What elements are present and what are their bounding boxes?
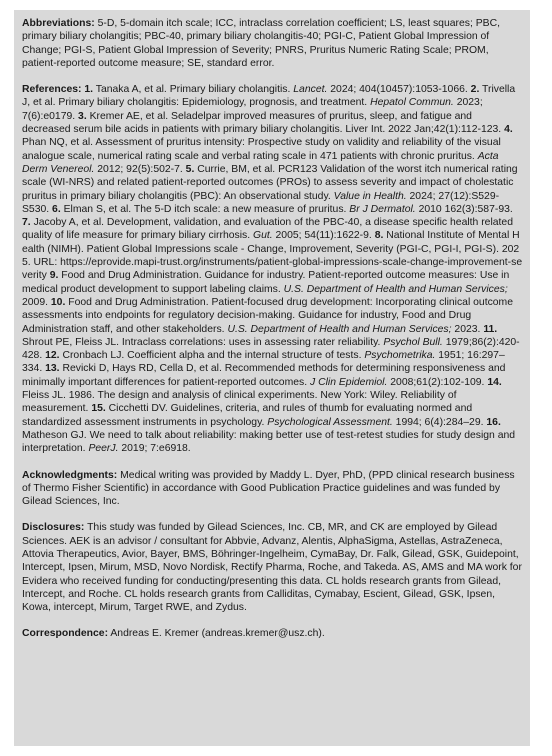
reference-citation: 2005; 54(11):1622-9. <box>275 230 372 242</box>
reference-journal: Hepatol Commun. <box>370 97 454 109</box>
reference-citation: 2024; 27(12):S529-S530. <box>22 190 500 215</box>
acknowledgments-section <box>22 469 523 509</box>
reference-citation: 2010 162(3):587-93. <box>418 203 513 215</box>
reference-text: Fleiss JL. 1986. The design and analysis of clinical experiments. New York: Wiley. Reliability of measurement. <box>22 390 457 415</box>
reference-text: Trivella J, et al. Primary biliary cholangitis: Epidemiology, prognosis, and treatment. <box>22 84 516 109</box>
reference-journal: J Clin Epidemiol. <box>310 376 388 388</box>
disclosures-text: This study was funded by Gilead Sciences, Inc. CB, MR, and CK are employed by Gilead Sciences. AEK is an advisor / consultant for Abbvie, Advanz, Alentis, AlphaSigma, Astellas, AstraZeneca, Attovia Therapeutics, Avior, Bayer, BMS, Böhringer-Ingelheim, CymaBay, Dr. Falk, Gilead, GSK, Guidepoint, Intercept, Ipsen, Mirum, MSD, Novo Nordisk, Rectify Pharma, Roche, and Takeda. AS, AMS and MA work for Evidera who received funding for conducting/presenting this data. CL holds research grants from Gilead, Intercept, and Roche. CL holds research grants from Calliditas, Cymabay, Escient, Gilead, GSK, Ipsen, Kowa, intercept, Mirum, Target RWE, and Zydus. <box>22 522 522 614</box>
reference-journal: Value in Health. <box>333 190 407 202</box>
correspondence-heading: Correspondence: <box>22 628 109 640</box>
abbreviations-section <box>22 17 523 70</box>
reference-journal: PeerJ. <box>88 443 119 455</box>
acknowledgments-heading: Acknowledgments: <box>22 469 118 481</box>
reference-number: 12. <box>45 350 60 362</box>
reference-text: Food and Drug Administration. Patient-focused drug development: Incorporating clinical outcome assessments into endpoints for regulatory decision-making. Guidance for industry, Food and Drug Administration staff, and other stakeholders. <box>22 296 513 335</box>
reference-number: 16. <box>486 416 501 428</box>
reference-number: 8. <box>374 230 384 242</box>
reference-journal: Psychological Assessment. <box>267 416 393 428</box>
reference-number: 14. <box>487 376 502 388</box>
correspondence-section <box>22 627 523 640</box>
reference-item <box>22 297 513 335</box>
reference-text: Food and Drug Administration. Guidance for industry. Patient-reported outcome measures: Use in medical product development to support labeling claims. <box>22 270 510 295</box>
references-panel <box>14 10 530 746</box>
reference-number: 9. <box>49 270 59 282</box>
reference-item <box>84 84 467 95</box>
reference-number: 3. <box>78 110 87 122</box>
reference-number: 5. <box>185 163 195 175</box>
reference-number: 11. <box>483 323 498 335</box>
correspondence-text: Andreas E. Kremer (andreas.kremer@usz.ch). <box>110 628 325 640</box>
disclosures-heading: Disclosures: <box>22 522 85 534</box>
reference-text: Shrout PE, Fleiss JL. Intraclass correlations: uses in assessing rater reliability. <box>22 336 381 348</box>
reference-number: 1. <box>84 84 94 96</box>
reference-journal: U.S. Department of Health and Human Services; <box>283 283 508 295</box>
acknowledgments-text: Medical writing was provided by Maddy L. Dyer, PhD, (PPD clinical research business of Thermo Fisher Scientific) in accordance with Good Publication Practice guidelines and was funded by Gilead Sciences, Inc. <box>22 469 515 508</box>
reference-item <box>52 204 513 215</box>
references-section <box>22 83 523 455</box>
reference-text: Elman S, et al. The 5-D itch scale: a new measure of pruritus. <box>63 203 347 215</box>
reference-citation: 1994; 6(4):284–29. <box>395 416 484 428</box>
reference-citation: 1951; 16:297–334. <box>22 350 505 375</box>
reference-citation: 1979;86(2):420-428. <box>22 336 520 362</box>
reference-number: 13. <box>45 363 60 375</box>
reference-text: National Institute of Mental Health (NIMH). Patient Global Impressions scale - Change, Improvement, Severity (PGI-C, PGI-I, PGI-S). 2025. URL: https://eprovide.mapi-trust.org/instruments/patient-global-impressions-scale-change-improvement-severity <box>22 230 523 282</box>
reference-number: 6. <box>52 203 61 215</box>
reference-citation: 2024; 404(10457):1053-1066. <box>330 84 468 96</box>
reference-text: Currie, BM, et al. PCR123 Validation of the worst itch numerical rating scale (WI-NRS) and related patient-reported outcomes (PROs) to assess severity and impact of cholestatic pruritus in primary biliary cholangitis (PBC): An observational study. <box>22 163 518 202</box>
reference-journal: Psychometrika. <box>364 350 436 362</box>
reference-number: 4. <box>504 124 513 136</box>
reference-text: Cronbach LJ. Coefficient alpha and the internal structure of tests. <box>62 350 362 362</box>
reference-citation: 2008;61(2):102-109. <box>390 376 485 388</box>
reference-citation: 2009. <box>22 296 49 308</box>
reference-item <box>22 111 501 135</box>
reference-citation: 2023. <box>454 323 481 335</box>
reference-citation: 2012; 92(5):502-7. <box>97 163 183 175</box>
reference-text: Matheson GJ. We need to talk about reliability: making better use of test-retest studies for study design and interpretation. <box>22 429 516 455</box>
reference-number: 10. <box>50 296 66 308</box>
reference-number: 15. <box>91 403 106 415</box>
reference-item <box>22 403 484 427</box>
reference-text: Revicki D, Hays RD, Cella D, et al. Recommended methods for determining responsiveness and minimally important differences for patient-reported outcomes. <box>22 363 506 388</box>
reference-journal: Psychol Bull. <box>383 336 443 348</box>
reference-item <box>22 363 505 387</box>
reference-number: 7. <box>22 217 31 229</box>
reference-text: Kremer AE, et al. Seladelpar improved measures of pruritus, sleep, and fatigue and decreased serum bile acids in patients with primary biliary cholangitis. Liver Int. 2022 Jan;42(1):112-123. <box>22 110 502 136</box>
disclosures-section <box>22 521 523 614</box>
reference-citation: 2023; 7(6):e0179. <box>22 97 483 122</box>
reference-text: Cicchetti DV. Guidelines, criteria, and rules of thumb for evaluating normed and standardized assessment instruments in psychology. <box>22 403 473 428</box>
reference-citation: 2019; 7:e6918. <box>121 443 191 455</box>
reference-journal: Br J Dermatol. <box>349 203 416 215</box>
reference-number: 2. <box>470 84 480 96</box>
abbreviations-heading: Abbreviations: <box>22 18 95 29</box>
abbreviations-text: 5-D, 5-domain itch scale; ICC, intraclass correlation coefficient; LS, least squares; PBC, primary biliary cholangitis; PBC-40, primary biliary cholangitis-40; PGI-C, Patient Global Impression of Change; PGI-S, Patient Global Impression of Severity; PNRS, Pruritus Numeric Rating Scale; PROM, patient-reported outcome measure; SE, standard error. <box>22 18 500 69</box>
reference-text: Jacoby A, et al. Development, validation, and evaluation of the PBC-40, a disease specific health related quality of life measure for primary biliary cirrhosis. <box>22 217 513 242</box>
references-heading: References: <box>22 84 82 96</box>
reference-journal: Lancet. <box>293 84 328 96</box>
reference-journal: U.S. Department of Health and Human Services; <box>227 323 452 335</box>
reference-journal: Gut. <box>252 230 273 242</box>
reference-text: Tanaka A, et al. Primary biliary cholangitis. <box>95 84 291 96</box>
reference-text: Phan NQ, et al. Assessment of pruritus intensity: Prospective study on validity and reliability of the visual analogue scale, numerical rating scale and verbal rating scale in 471 patients with chronic pruritus. <box>22 137 501 162</box>
reference-journal: Acta Derm Venereol. <box>22 150 499 175</box>
